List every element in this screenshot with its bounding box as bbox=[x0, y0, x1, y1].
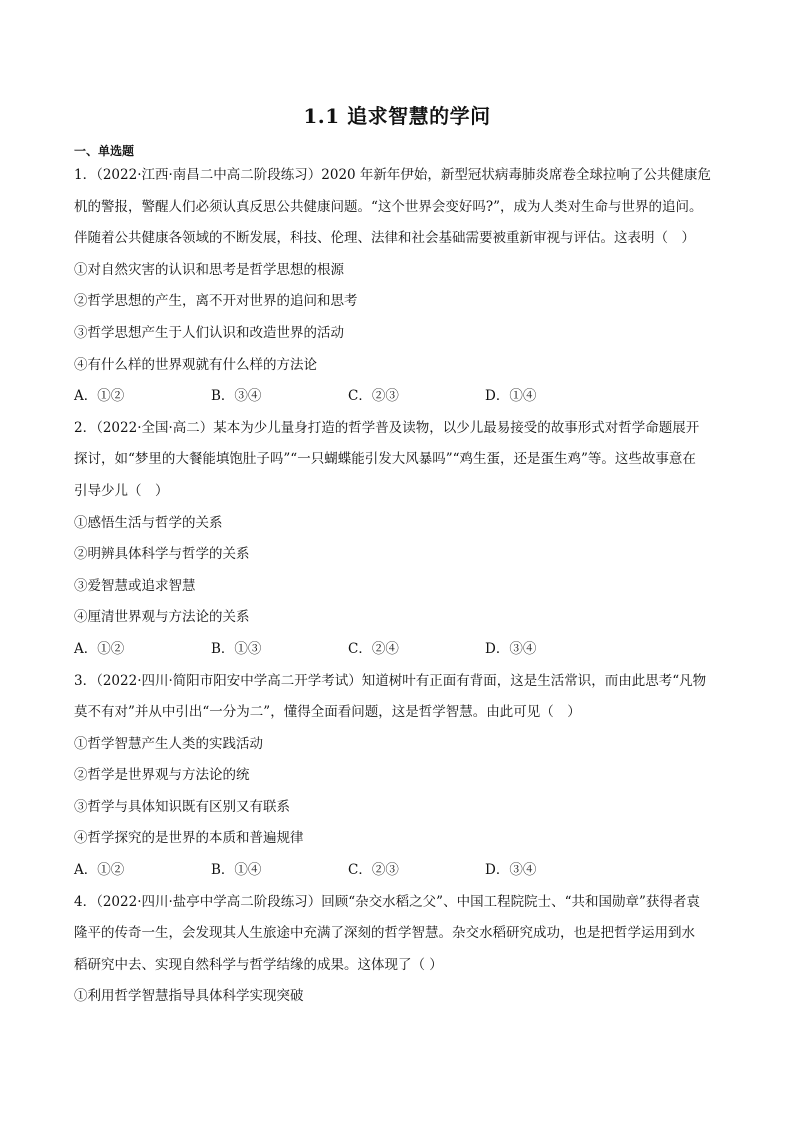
question-list bbox=[74, 160, 724, 1013]
option-c: C．②④ bbox=[348, 640, 399, 657]
statement-item: ③哲学与具体知识既有区别又有联系 bbox=[74, 798, 290, 815]
statement-item: ①哲学智慧产生人类的实践活动 bbox=[74, 735, 263, 752]
statement-item: ①感悟生活与哲学的关系 bbox=[74, 514, 223, 531]
question-text-line: 稻研究中去、实现自然科学与哲学结缘的成果。这体现了（ ） bbox=[74, 956, 443, 973]
question-text-line: 莫不有对”并从中引出“一分为二”，懂得全面看问题，这是哲学智慧。由此可见（ ） bbox=[74, 704, 581, 721]
answer-options bbox=[74, 381, 724, 413]
answer-options bbox=[74, 634, 724, 666]
statement-item: ④哲学探究的是世界的本质和普遍规律 bbox=[74, 830, 304, 847]
statement-item: ③爱智慧或追求智慧 bbox=[74, 577, 196, 594]
question-text-line: 2．（2022·全国·高二）某本为少儿量身打造的哲学普及读物，以少儿最易接受的故事形式对哲学命题展开 bbox=[74, 419, 700, 436]
section-heading: 一、单选题 bbox=[74, 144, 135, 158]
question-2 bbox=[74, 413, 724, 666]
option-c: C．②③ bbox=[348, 388, 399, 405]
option-a: A．①② bbox=[74, 640, 125, 657]
question-text-line: 探讨，如“梦里的大餐能填饱肚子吗”“一只蝴蝶能引发大风暴吗”“鸡生蛋，还是蛋生鸡”等。这些故事意在 bbox=[74, 451, 696, 468]
statement-item: ①对自然灾害的认识和思考是哲学思想的根源 bbox=[74, 261, 344, 278]
statement-item: ④有什么样的世界观就有什么样的方法论 bbox=[74, 356, 317, 373]
statement-item: ③哲学思想产生于人们认识和改造世界的活动 bbox=[74, 324, 344, 341]
question-text-line: 引导少儿（ ） bbox=[74, 482, 169, 499]
statement-item: ②明辨具体科学与哲学的关系 bbox=[74, 546, 250, 563]
question-text-line: 机的警报，警醒人们必须认真反思公共健康问题。“这个世界会变好吗?”，成为人类对生命与世界的追问。 bbox=[74, 198, 703, 215]
option-d: D．③④ bbox=[485, 640, 537, 657]
statement-item: ①利用哲学智慧指导具体科学实现突破 bbox=[74, 988, 304, 1005]
question-text-line: 4．（2022·四川·盐亭中学高二阶段练习）回顾“杂交水稻之父”、中国工程院院士、“共和国勋章”获得者袁 bbox=[74, 893, 700, 910]
option-b: B．①③ bbox=[211, 640, 262, 657]
statement-item: ②哲学思想的产生，离不开对世界的追问和思考 bbox=[74, 293, 358, 310]
option-a: A．①② bbox=[74, 388, 125, 405]
option-c: C．②③ bbox=[348, 862, 399, 879]
option-b: B．①④ bbox=[211, 862, 262, 879]
statement-item: ④厘清世界观与方法论的关系 bbox=[74, 609, 250, 626]
option-d: D．①④ bbox=[485, 388, 537, 405]
question-text-line: 隆平的传奇一生，会发现其人生旅途中充满了深刻的哲学智慧。杂交水稻研究成功，也是把哲学运用到水 bbox=[74, 925, 695, 942]
question-text-line: 3．（2022·四川·简阳市阳安中学高二开学考试）知道树叶有正面有背面，这是生活常识，而由此思考“凡物 bbox=[74, 672, 707, 689]
option-d: D．③④ bbox=[485, 862, 537, 879]
statement-item: ②哲学是世界观与方法论的统 bbox=[74, 767, 250, 784]
option-b: B．③④ bbox=[211, 388, 262, 405]
option-a: A．①② bbox=[74, 862, 125, 879]
question-text-line: 伴随着公共健康各领域的不断发展，科技、伦理、法律和社会基础需要被重新审视与评估。这表明（ ） bbox=[74, 230, 695, 247]
question-3 bbox=[74, 666, 724, 887]
page-title: 1.1 追求智慧的学问 bbox=[303, 104, 491, 128]
answer-options bbox=[74, 855, 724, 887]
question-text-line: 1．（2022·江西·南昌二中高二阶段练习）2020 年新年伊始，新型冠状病毒肺炎席卷全球拉响了公共健康危 bbox=[74, 167, 711, 183]
question-4 bbox=[74, 887, 724, 1013]
question-1 bbox=[74, 160, 724, 413]
